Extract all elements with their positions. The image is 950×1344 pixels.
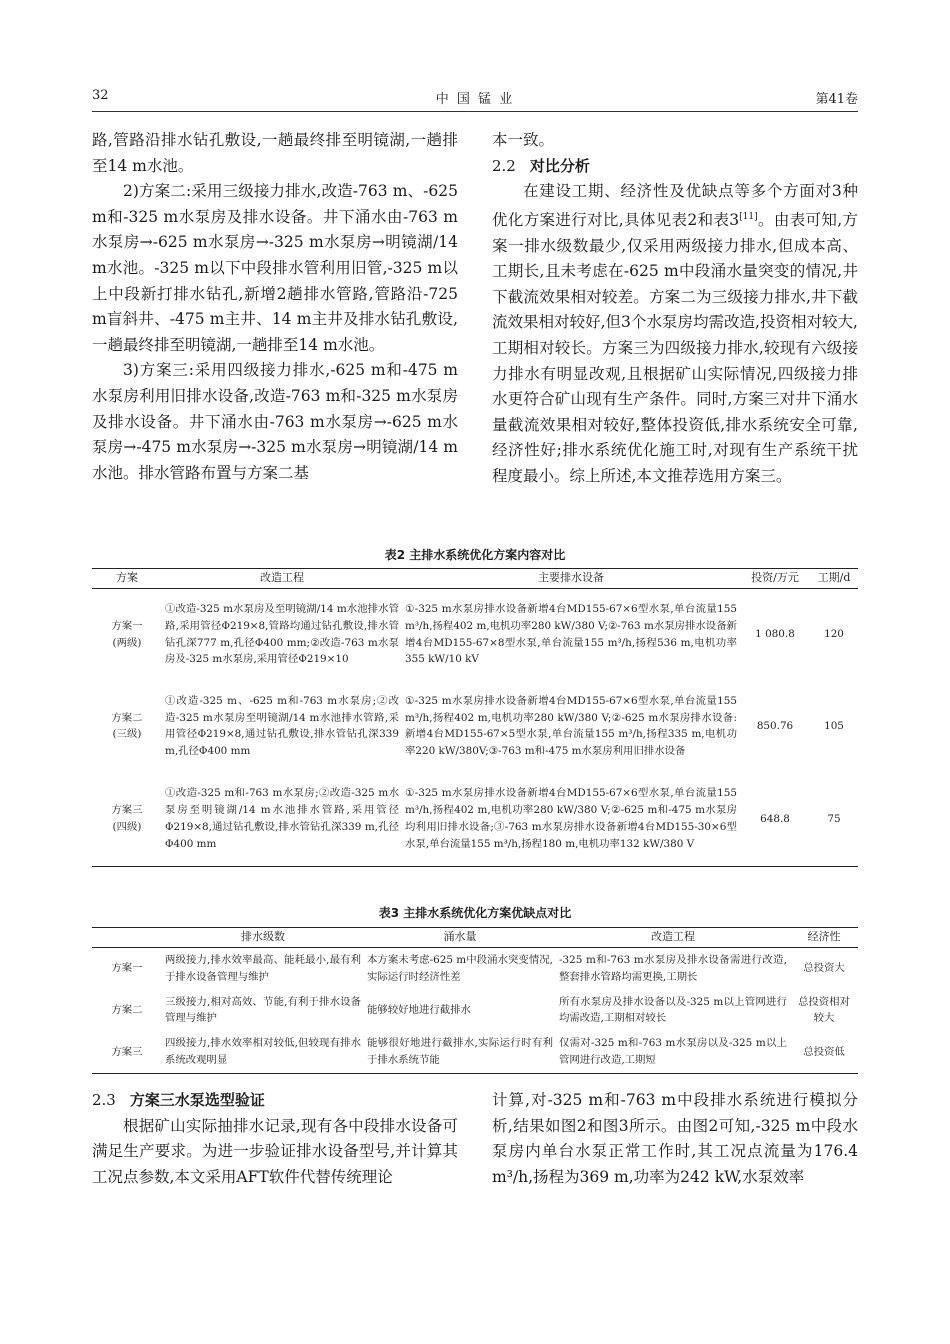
section-heading-2-3: [92, 1088, 458, 1114]
t2-header: 方案: [116, 571, 138, 584]
t2-equipment-cell: ①-325 m水泵房排水设备新增4台MD155-67×6型水泵,单台流量155 m³/h,扬程402 m,电机功率280 kW/380 V;②-625 m和-475 m水泵房均利用旧排水设备;③-763 m水泵房排水设备新增4台MD155-30×6型水泵,单台流量155 m³/h,扬程180 m,电机功率132 kW/380 V: [405, 787, 737, 850]
t3-scheme-cell: 方案二: [111, 1003, 143, 1016]
table3: [92, 927, 858, 1074]
t3-header: [92, 928, 162, 948]
t3-project-cell: -325 m和-763 m水泵房及排水设备需进行改造,整套排水管路均需更换,工期长: [559, 953, 787, 983]
t2-equipment-cell: ①-325 m水泵房排水设备新增4台MD155-67×6型水泵,单台流量155 m³/h,扬程402 m,电机功率280 kW/380 V;②-763 m水泵房排水设备新增4台MD155-67×8型水泵,单台流量155 m³/h,扬程536 m,电机功率355 kW/10 kV: [405, 602, 737, 666]
bottom-right-column: [492, 1088, 858, 1190]
t3-economy-cell: 总投资相对较大: [798, 995, 850, 1025]
scheme-name: 方案三: [111, 804, 143, 817]
t2-investment-cell: 850.76: [756, 719, 794, 732]
t3-inflow-cell: 本方案未考虑-625 m中段涌水突变情况,实际运行时经济性差: [367, 953, 553, 983]
table-row: [92, 1031, 858, 1073]
page-number: 32: [92, 88, 109, 103]
t2-project-cell: ①改造-325 m、-625 m和-763 m水泵房;②改造-325 m水泵房至明镜湖/14 m水池排水管路,采用管径Φ219×8,通过钻孔敷设,排水管钻孔深339 m,孔径Φ400 mm: [165, 694, 399, 758]
t2-header: 改造工程: [260, 571, 304, 584]
t2-equipment-cell: ①-325 m水泵房排水设备新增4台MD155-67×6型水泵,单台流量155 m³/h,扬程402 m,电机功率280 kW/380 V;②-625 m水泵房排水设备:新增4台MD155-67×5型水泵,单台流量155 m³/h,扬程335 m,电机功率220 kW/380V;③-763 m和-475 m水泵房利用旧排水设备: [405, 694, 737, 758]
t3-scheme-cell: 方案三: [111, 1045, 143, 1058]
scheme-level: (两级): [112, 636, 142, 649]
scheme-three-paragraph: 3)方案三:采用四级接力排水,-625 m和-475 m水泵房利用旧排水设备,改造-763 m和-325 m水泵房及排水设备。井下涌水由-763 m水泵房→-625 m水泵房→-475 m水泵房→-325 m水泵房→明镜湖/14 m水池。排水管路布置与方案二基: [92, 361, 458, 482]
t2-project-cell: ①改造-325 m水泵房及至明镜湖/14 m水池排水管路,采用管径Φ219×8,管路均通过钻孔敷设,排水管钻孔深777 m,孔径Φ400 mm;②改造-763 m水泵房及-325 m水泵房,采用管径Φ219×10: [165, 602, 399, 666]
t3-economy-cell: 总投资低: [803, 1045, 845, 1058]
t3-inflow-cell: 能够很好地进行截排水,实际运行时有利于排水系统节能: [367, 1037, 553, 1067]
t3-header: 改造工程: [651, 930, 695, 943]
scheme-two-paragraph: 2)方案二:采用三级接力排水,改造-763 m、-625 m和-325 m水泵房及排水设备。井下涌水由-763 m水泵房→-625 m水泵房→-325 m水泵房→明镜湖/14 m水池。-325 m以下中段排水管利用旧管,-325 m以上中段新打排水钻孔,新增2趟排水管路,管路沿-725 m盲斜井、-475 m主井、14 m主井及排水钻孔敷设,一趟最终排至明镜湖,一趟排至14 m水池。: [92, 182, 458, 354]
t2-investment-cell: 1 080.8: [755, 628, 795, 641]
t3-project-cell: 所有水泵房及排水设备以及-325 m以上管网进行均需改造,工期相对较长: [559, 995, 787, 1025]
simulation-paragraph: 计算,对-325 m和-763 m中段排水系统进行模拟分析,结果如图2和图3所示。由图2可知,-325 m中段水泵房内单台水泵正常工作时,其工况点流量为176.4 m³/h,扬程为369 m,功率为242 kW,水泵效率: [492, 1091, 858, 1186]
t3-header: 经济性: [807, 930, 841, 943]
section-heading-2-2: [492, 154, 858, 180]
journal-name: 中 国 锰 业: [435, 92, 515, 107]
section-number: 2.3: [92, 1091, 116, 1109]
table-row: [92, 772, 858, 866]
t2-investment-cell: 648.8: [760, 812, 790, 825]
left-column: [92, 128, 458, 486]
comparison-paragraph: [492, 179, 858, 489]
t2-period-cell: 120: [824, 628, 844, 641]
t3-levels-cell: 三级接力,相对高效、节能,有利于排水设备管理与维护: [165, 995, 361, 1025]
t3-inflow-cell: 能够较好地进行截排水: [367, 1003, 471, 1016]
t3-levels-cell: 两级接力,排水效率最高、能耗最小,最有利于排水设备管理与维护: [165, 953, 361, 983]
section-number: 2.2: [492, 156, 516, 175]
volume-label: 第41卷: [815, 92, 858, 107]
table2: [92, 568, 858, 867]
t2-scheme-cell: [92, 588, 162, 680]
t2-scheme-cell: [92, 680, 162, 772]
t3-scheme-cell: 方案一: [111, 962, 143, 975]
right-column: [492, 128, 858, 489]
right-paragraph-1: 本一致。: [492, 131, 555, 149]
table-row: [92, 989, 858, 1031]
header-rule: [92, 111, 858, 112]
comparison-text-b: 。由表可知,方案一排水级数最少,仅采用两级接力排水,但成本高、工期长,且未考虑在-625 m中段涌水量突变的情况,井下截流效果相对较差。方案二为三级接力排水,井下截流效果相对较好,但3个水泵房均需改造,投资相对较大,工期相对较长。方案三为四级接力排水,较现有六级接力排水有明显改观,且根据矿山实际情况,四级接力排水更符合矿山现有生产条件。同时,方案三对井下涌水量截流效果相对较好,整体投资低,排水系统安全可靠,经济性好;排水系统优化施工时,对现有生产系统干扰程度最小。综上所述,本文推荐选用方案三。: [492, 210, 858, 485]
bottom-left-column: [92, 1088, 458, 1190]
t2-project-cell: ①改造-325 m和-763 m水泵房;②改造-325 m水泵房至明镜湖/14 m水池排水管路,采用管径Φ219×8,通过钻孔敷设,排水管钻孔深339 m,孔径Φ400 mm: [165, 787, 399, 850]
scheme-level: (三级): [112, 728, 142, 741]
t2-header: 主要排水设备: [538, 571, 604, 584]
scheme-name: 方案一: [111, 619, 143, 632]
section-title: 对比分析: [529, 156, 590, 175]
t3-economy-cell: 总投资大: [803, 962, 845, 975]
comparison-text-a: 在建设工期、经济性及优缺点等多个方面对3种优化方案进行对比,具体见表2和表3: [492, 182, 858, 229]
citation-ref: [11]: [739, 211, 758, 222]
table3-caption: 表3 主排水系统优化方案优缺点对比: [378, 906, 572, 920]
t2-header: 投资/万元: [751, 571, 799, 584]
t2-period-cell: 75: [827, 812, 841, 825]
t3-project-cell: 仅需对-325 m和-763 m水泵房以及-325 m以上管网进行改造,工期短: [559, 1037, 787, 1067]
left-paragraph-1: 路,管路沿排水钻孔敷设,一趟最终排至明镜湖,一趟排至14 m水池。: [92, 131, 458, 175]
t2-scheme-cell: [92, 772, 162, 866]
table-row: [92, 947, 858, 989]
t3-header: 排水级数: [241, 930, 285, 943]
t3-header: 涌水量: [443, 930, 477, 943]
t3-levels-cell: 四级接力,排水效率相对较低,但较现有排水系统改观明显: [165, 1037, 361, 1067]
pump-verification-paragraph: 根据矿山实际抽排水记录,现有各中段排水设备可满足生产要求。为进一步验证排水设备型号,并计算其工况点参数,本文采用AFT软件代替传统理论: [92, 1116, 458, 1186]
section-title: 方案三水泵选型验证: [129, 1091, 265, 1109]
table-row: [92, 588, 858, 680]
table2-caption: 表2 主排水系统优化方案内容对比: [384, 548, 566, 562]
t2-header: 工期/d: [817, 571, 851, 584]
scheme-name: 方案二: [111, 711, 143, 724]
table-row: [92, 680, 858, 772]
t2-period-cell: 105: [824, 719, 844, 732]
scheme-level: (四级): [112, 821, 142, 834]
